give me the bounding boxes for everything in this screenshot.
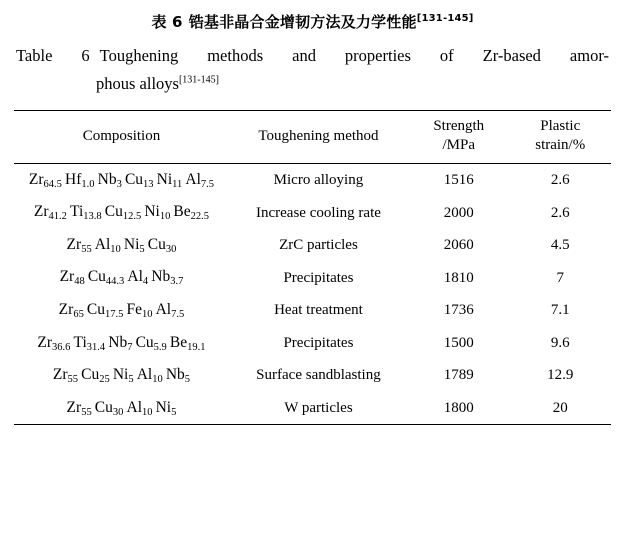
composition-element: $Be_{22.5}$ bbox=[173, 203, 210, 223]
cell-strength: 1516 bbox=[408, 163, 509, 196]
composition-subscript: 65 bbox=[73, 309, 84, 320]
composition-element: $Cu_{25}$ bbox=[81, 366, 110, 386]
caption-english-line1 bbox=[10, 43, 615, 69]
composition-element: $Zr_{55}$ bbox=[52, 366, 79, 386]
caption-english-text1: Toughening methods and properties of Zr-based amor- bbox=[99, 46, 609, 65]
composition-subscript: 30 bbox=[112, 406, 124, 418]
table-header bbox=[14, 111, 611, 164]
composition-element: $Al_4$ bbox=[127, 268, 149, 288]
composition-element: $Cu_{17.5}$ bbox=[86, 301, 124, 320]
composition-element: $Nb_{3.7}$ bbox=[151, 268, 184, 288]
composition-element: $Al_{7.5}$ bbox=[185, 170, 214, 190]
cell-toughening-method: ZrC particles bbox=[279, 237, 358, 254]
cell-toughening-method: Micro alloying bbox=[229, 163, 408, 196]
table-row bbox=[14, 163, 611, 196]
caption-english-text2: phous alloys bbox=[96, 73, 179, 93]
table-row bbox=[14, 196, 611, 229]
cell-strength: 1736 bbox=[443, 302, 474, 319]
composition-element: $Al_{10}$ bbox=[136, 366, 163, 386]
composition-subscript: 55 bbox=[81, 243, 92, 255]
cell-plastic-strain: 20 bbox=[509, 392, 611, 425]
composition-element: $Be_{19.1}$ bbox=[169, 333, 206, 353]
composition-subscript: 3.7 bbox=[170, 276, 184, 288]
header-composition: Composition bbox=[14, 111, 229, 164]
composition-element: $Cu_{12.5}$ bbox=[104, 203, 142, 223]
composition-element: $Zr_{48}$ bbox=[59, 268, 85, 288]
header-strength-line1: Strength bbox=[433, 118, 485, 135]
composition-element: $Al_{7.5}$ bbox=[155, 301, 185, 320]
composition-element: $Ni_{11}$ bbox=[156, 170, 183, 190]
cell-plastic-strain: 2.6 bbox=[550, 204, 570, 221]
table-container bbox=[10, 110, 615, 425]
cell-composition bbox=[14, 294, 229, 327]
cell-toughening-method: W particles bbox=[229, 392, 408, 425]
composition-element: $Al_{10}$ bbox=[94, 235, 121, 255]
composition-subscript: 1.0 bbox=[81, 178, 95, 190]
composition-subscript: 25 bbox=[99, 374, 110, 386]
composition-subscript: 4 bbox=[142, 276, 149, 288]
composition-subscript: 11 bbox=[172, 178, 183, 190]
composition-subscript: 30 bbox=[165, 243, 177, 255]
cell-composition bbox=[14, 261, 229, 294]
composition-subscript: 36.6 bbox=[52, 341, 71, 353]
composition-element: $Zr_{41.2}$ bbox=[33, 203, 67, 223]
composition-subscript: 10 bbox=[159, 211, 171, 223]
cell-plastic-strain: 2.6 bbox=[509, 163, 611, 196]
composition-subscript: 5 bbox=[184, 374, 191, 386]
cell-plastic-strain: 7.1 bbox=[550, 302, 570, 319]
table-header-row bbox=[14, 111, 611, 164]
cell-strength: 1500 bbox=[443, 334, 474, 351]
header-strength-line2: /MPa bbox=[442, 136, 475, 153]
caption-english-line2 bbox=[10, 71, 615, 97]
table-row bbox=[14, 359, 611, 392]
caption-english-label: Table 6 bbox=[16, 46, 90, 65]
caption-chinese-title: 锆基非晶合金增韧方法及力学性能 bbox=[188, 13, 417, 31]
composition-element: $Fe_{10}$ bbox=[126, 301, 153, 320]
cell-toughening-method: Heat treatment bbox=[274, 302, 363, 319]
composition-subscript: 55 bbox=[81, 406, 92, 418]
composition-element: $Zr_{55}$ bbox=[66, 398, 92, 418]
cell-toughening-method: Surface sandblasting bbox=[256, 367, 381, 384]
header-strength bbox=[408, 111, 509, 164]
cell-plastic-strain: 7 bbox=[556, 269, 564, 286]
composition-element: $Zr_{64.5}$ bbox=[28, 170, 62, 190]
composition-subscript: 48 bbox=[74, 276, 85, 288]
composition-subscript: 7.5 bbox=[171, 309, 185, 320]
composition-subscript: 7.5 bbox=[200, 178, 214, 190]
composition-element: $Zr_{55}$ bbox=[66, 235, 92, 255]
cell-toughening-method: Precipitates bbox=[283, 269, 354, 286]
composition-subscript: 5.9 bbox=[153, 341, 167, 353]
cell-plastic-strain: 4.5 bbox=[550, 237, 570, 254]
composition-element: $Cu_{13}$ bbox=[124, 170, 154, 190]
table-body bbox=[14, 163, 611, 425]
composition-subscript: 12.5 bbox=[122, 211, 142, 223]
composition-subscript: 10 bbox=[142, 406, 153, 418]
composition-subscript: 13 bbox=[143, 178, 154, 190]
composition-subscript: 5 bbox=[128, 374, 134, 386]
composition-element: $Nb_3$ bbox=[97, 170, 122, 190]
cell-composition bbox=[14, 359, 229, 392]
caption-chinese-label: 表 6 bbox=[151, 13, 183, 31]
table-row bbox=[14, 327, 611, 360]
composition-element: $Cu_{30}$ bbox=[147, 235, 177, 255]
composition-subscript: 13.8 bbox=[83, 211, 102, 223]
table-row bbox=[14, 261, 611, 294]
caption-chinese-reference: [131-145] bbox=[416, 13, 474, 24]
properties-table bbox=[14, 110, 611, 425]
cell-composition bbox=[14, 196, 229, 229]
composition-element: $Hf_{1.0}$ bbox=[65, 170, 95, 190]
composition-element: $Al_{10}$ bbox=[126, 398, 153, 418]
cell-toughening-method: Increase cooling rate bbox=[255, 204, 381, 221]
table-row bbox=[14, 392, 611, 425]
header-strain-line1: Plastic bbox=[540, 118, 581, 135]
cell-plastic-strain: 12.9 bbox=[547, 367, 574, 384]
cell-strength: 1789 bbox=[443, 367, 474, 384]
cell-strength: 2000 bbox=[443, 204, 474, 221]
composition-subscript: 55 bbox=[67, 374, 79, 386]
composition-element: $Ni_5$ bbox=[123, 235, 145, 255]
cell-composition bbox=[14, 163, 229, 196]
composition-element: $Ni_5$ bbox=[155, 398, 177, 418]
composition-subscript: 31.4 bbox=[86, 341, 106, 353]
composition-subscript: 10 bbox=[142, 309, 153, 320]
composition-element: $Ti_{13.8}$ bbox=[70, 203, 102, 223]
composition-subscript: 7 bbox=[127, 341, 133, 353]
composition-subscript: 10 bbox=[110, 243, 121, 255]
composition-subscript: 19.1 bbox=[187, 341, 206, 353]
composition-subscript: 44.3 bbox=[105, 276, 125, 288]
cell-composition bbox=[14, 327, 229, 360]
composition-element: $Ni_5$ bbox=[112, 366, 134, 386]
composition-subscript: 5 bbox=[171, 406, 177, 418]
header-plastic-strain bbox=[509, 111, 611, 164]
composition-element: $Cu_{5.9}$ bbox=[135, 333, 167, 353]
caption-english-reference: [131-145] bbox=[178, 74, 219, 86]
composition-element: $Cu_{30}$ bbox=[94, 398, 124, 418]
cell-toughening-method: Precipitates bbox=[283, 334, 354, 351]
composition-element: $Zr_{65}$ bbox=[58, 301, 84, 320]
cell-strength: 1810 bbox=[443, 269, 474, 286]
composition-subscript: 5 bbox=[139, 243, 145, 255]
cell-plastic-strain: 9.6 bbox=[550, 334, 570, 351]
composition-element: $Zr_{36.6}$ bbox=[37, 333, 71, 353]
table-row bbox=[14, 229, 611, 262]
cell-composition bbox=[14, 229, 229, 262]
caption-chinese bbox=[10, 12, 615, 33]
header-strain-line2: strain/% bbox=[535, 136, 586, 153]
table-row bbox=[14, 294, 611, 327]
composition-element: $Ti_{31.4}$ bbox=[73, 333, 106, 353]
composition-subscript: 22.5 bbox=[190, 211, 210, 223]
composition-element: $Nb_7$ bbox=[108, 333, 133, 353]
header-toughening-method: Toughening method bbox=[229, 111, 408, 164]
composition-subscript: 3 bbox=[116, 178, 122, 190]
cell-strength: 1800 bbox=[408, 392, 509, 425]
composition-element: $Cu_{44.3}$ bbox=[87, 268, 125, 288]
composition-subscript: 10 bbox=[152, 374, 163, 386]
cell-strength: 2060 bbox=[443, 237, 474, 254]
composition-element: $Nb_5$ bbox=[165, 366, 191, 386]
composition-element: $Ni_{10}$ bbox=[144, 203, 171, 223]
composition-subscript: 17.5 bbox=[105, 309, 124, 320]
composition-subscript: 64.5 bbox=[43, 178, 62, 190]
cell-composition bbox=[14, 392, 229, 425]
composition-subscript: 41.2 bbox=[48, 211, 67, 223]
